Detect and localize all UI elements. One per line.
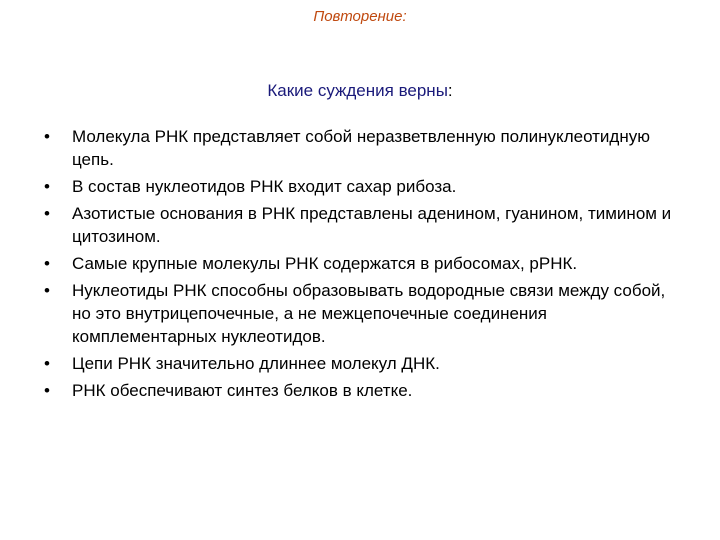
bullet-icon: • xyxy=(44,177,50,196)
list-item-text: В состав нуклеотидов РНК входит сахар рибоза. xyxy=(72,177,457,196)
list-item xyxy=(44,379,674,402)
list-item xyxy=(44,252,674,275)
list-item xyxy=(44,352,674,375)
question-heading xyxy=(0,81,720,101)
list-item xyxy=(44,202,674,248)
slide-header: Повторение: xyxy=(313,8,407,25)
list-item xyxy=(44,175,674,198)
bullet-icon: • xyxy=(44,204,50,223)
question-colon: : xyxy=(447,81,453,100)
list-item-text: Самые крупные молекулы РНК содержатся в рибосомах, рРНК. xyxy=(72,254,578,273)
list-item-text: Нуклеотиды РНК способны образовывать водородные связи между собой, но это внутрицепочечные, а не межцепочечные соединения комплементарных нуклеотидов. xyxy=(72,281,666,346)
list-item xyxy=(44,125,674,171)
question-text: Какие суждения верны xyxy=(267,81,448,100)
statements-list xyxy=(44,125,674,406)
bullet-icon: • xyxy=(44,354,50,373)
list-item-text: Молекула РНК представляет собой неразветвленную полинуклеотидную цепь. xyxy=(72,127,650,169)
list-item-text: РНК обеспечивают синтез белков в клетке. xyxy=(72,381,413,400)
bullet-icon: • xyxy=(44,127,50,146)
bullet-icon: • xyxy=(44,381,50,400)
list-item-text: Азотистые основания в РНК представлены аденином, гуанином, тимином и цитозином. xyxy=(72,204,672,246)
bullet-icon: • xyxy=(44,254,50,273)
bullet-icon: • xyxy=(44,281,50,300)
list-item xyxy=(44,279,674,348)
list-item-text: Цепи РНК значительно длиннее молекул ДНК. xyxy=(72,354,440,373)
